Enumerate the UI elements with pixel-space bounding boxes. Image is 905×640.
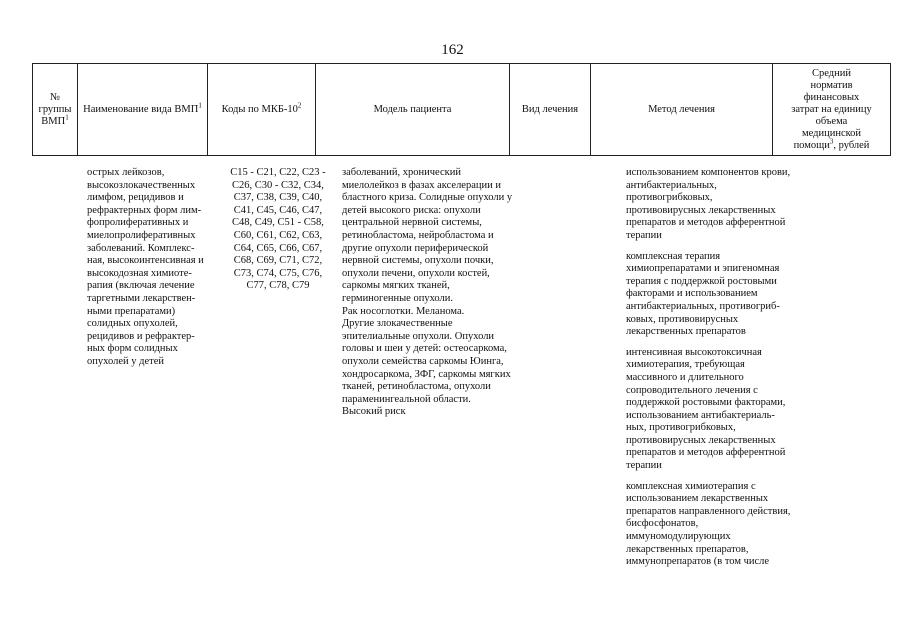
text-line: лекарственных препаратов,	[626, 543, 749, 555]
text-line: параменингеальной области.	[342, 393, 471, 405]
text-line: Другие злокачественные	[342, 318, 453, 330]
text-line: ными препаратами)	[87, 305, 176, 317]
text-line: ных форм солидных	[87, 343, 178, 355]
text-line: ковых, противовирусных	[626, 313, 739, 325]
text-line: препаратов направленного действия,	[626, 505, 791, 517]
text-line: антибактериальных, противогриб-	[626, 300, 780, 312]
text-line: препаратов и методов афферентной	[626, 217, 786, 229]
text-line: центральной нервной системы,	[342, 217, 482, 229]
header-patient-model: Модель пациента	[316, 64, 510, 156]
text-line: опухолей у детей	[87, 355, 164, 367]
text-line: противогрибковых,	[626, 192, 713, 204]
text-line: заболеваний, хронический	[342, 167, 461, 178]
text-line: антибактериальных,	[626, 179, 717, 191]
text-line: иммунопрепаратов (в том числе	[626, 556, 770, 568]
cell-vmp-name	[87, 167, 213, 369]
method-paragraph	[626, 481, 798, 569]
text-line: ная, высокоинтенсивная и	[87, 255, 204, 267]
text-line: солидных опухолей,	[87, 318, 178, 330]
header-treatment-type: Вид лечения	[510, 64, 591, 156]
text-line: нервной системы, опухоли почки,	[342, 255, 494, 267]
text-line: иммуномодулирующих	[626, 531, 731, 543]
text-line: Высокий риск	[342, 406, 406, 418]
cell-icd-codes	[226, 167, 330, 293]
text-line: бисфосфонатов,	[626, 518, 699, 530]
text-line: заболеваний. Комплекс-	[87, 242, 195, 254]
text-line: рефрактерных форм лим-	[87, 204, 202, 216]
text-line: противовирусных лекарственных	[626, 204, 776, 216]
text-line: C68, C69, C71, C72,	[233, 255, 323, 267]
text-line: миелолейкоз в фазах акселерации и	[342, 179, 501, 191]
text-line: высокозлокачественных	[87, 179, 196, 191]
method-paragraph	[626, 251, 798, 339]
text-line: эпителиальные опухоли. Опухоли	[342, 330, 495, 342]
text-line: массивного и длительного	[626, 371, 744, 383]
text-line: рапия (включая лечение	[87, 280, 195, 292]
text-line: интенсивная высокотоксичная	[626, 346, 762, 358]
header-group-number: № группы ВМП$^1$	[33, 64, 78, 156]
text-line: лимфом, рецидивов и	[87, 192, 184, 204]
text-line: сопроводительного лечения с	[626, 384, 758, 396]
text-line: C26, C30 - C32, C34,	[232, 179, 324, 191]
text-line: бластного криза. Солидные опухоли у	[342, 192, 513, 204]
method-paragraph	[626, 167, 798, 243]
text-line: другие опухоли периферической	[342, 242, 489, 254]
text-line: препаратов и методов афферентной	[626, 447, 786, 459]
text-line: герминогенные опухоли.	[342, 292, 454, 304]
text-line: терапия с поддержкой ростовыми	[626, 275, 777, 287]
text-line: C37, C38, C39, C40,	[233, 192, 323, 204]
header-cost-norm: Средний норматив финансовых затрат на единицу объема медицинской помощи$^3$, рублей	[773, 64, 891, 156]
text-line: использованием компонентов крови,	[626, 167, 791, 178]
text-line: C64, C65, C66, C67,	[233, 242, 323, 254]
text-line: противовирусных лекарственных	[626, 434, 776, 446]
text-line: C60, C61, C62, C63,	[233, 229, 323, 241]
text-line: лекарственных препаратов	[626, 326, 746, 338]
page-number: 162	[441, 42, 464, 58]
text-line: Рак носоглотки. Меланома.	[342, 305, 465, 317]
text-line: таргетными лекарствен-	[87, 292, 196, 304]
text-line: терапии	[626, 460, 662, 472]
text-line: C73, C74, C75, C76,	[233, 267, 323, 279]
text-line: C15 - C21, C22, C23 -	[230, 167, 326, 178]
text-line: терапии	[626, 229, 662, 241]
text-line: ных, противогрибковых,	[626, 422, 736, 434]
cell-patient-model	[342, 167, 522, 419]
text-line: детей высокого риска: опухоли	[342, 204, 481, 216]
text-line: опухоли семейства саркомы Юинга,	[342, 355, 504, 367]
text-line: фопролиферативных и	[87, 217, 189, 229]
header-vmp-name: Наименование вида ВМП$^1$	[78, 64, 208, 156]
text-line: рецидивов и рефрактер-	[87, 330, 195, 342]
text-line: C48, C49, C51 - C58,	[232, 217, 324, 229]
text-line: опухоли печени, опухоли костей,	[342, 267, 490, 279]
text-line: острых лейкозов,	[87, 167, 165, 178]
text-line: хондросаркома, ЗФГ, саркомы мягких	[342, 368, 511, 380]
text-line: использованием антибактериаль-	[626, 409, 775, 421]
text-line: химиопрепаратами и эпигеномная	[626, 263, 780, 275]
text-line: комплексная терапия	[626, 250, 721, 262]
header-icd-codes: Коды по МКБ-$10^2$	[208, 64, 316, 156]
text-line: высокодозная химиоте-	[87, 267, 192, 279]
text-line: использованием лекарственных	[626, 493, 769, 505]
text-line: факторами и использованием	[626, 288, 758, 300]
text-line: ретинобластома, нейробластома и	[342, 229, 494, 241]
text-line: саркомы мягких тканей,	[342, 280, 450, 292]
method-paragraph	[626, 347, 798, 473]
text-line: миелопролиферативных	[87, 229, 196, 241]
text-line: тканей, ретинобластома, опухоли	[342, 381, 491, 393]
text-line: C41, C45, C46, C47,	[233, 204, 323, 216]
header-treatment-method: Метод лечения	[591, 64, 773, 156]
cell-treatment-method	[626, 167, 798, 577]
text-line: комплексная химиотерапия с	[626, 480, 756, 492]
table-header	[32, 63, 891, 156]
text-line: поддержкой ростовыми факторами,	[626, 397, 786, 409]
text-line: C77, C78, C79	[246, 280, 310, 292]
text-line: химиотерапия, требующая	[626, 359, 745, 371]
text-line: головы и шеи у детей: остеосаркома,	[342, 343, 507, 355]
